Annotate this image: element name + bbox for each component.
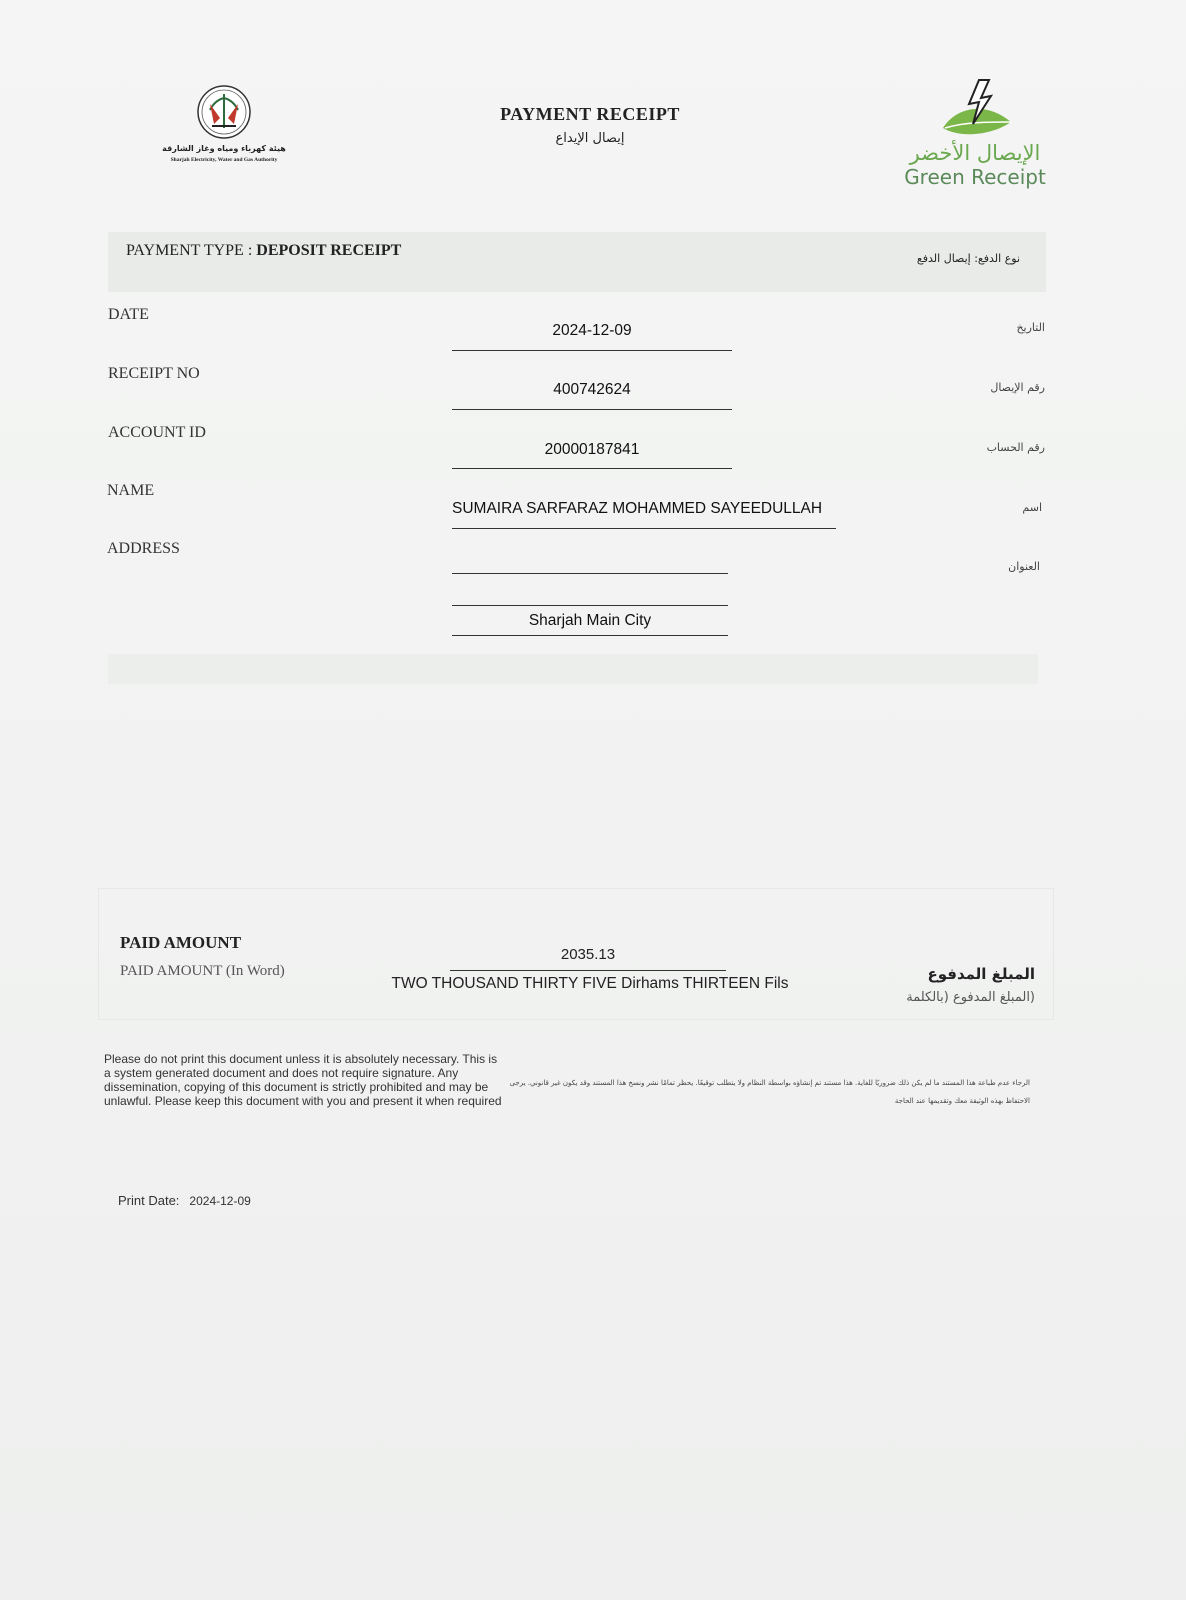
- date-underline: [452, 350, 732, 351]
- print-date: [118, 1193, 251, 1208]
- name-label: NAME: [107, 482, 155, 499]
- sewa-emblem-icon: [196, 84, 252, 142]
- print-date-value: 2024-12-09: [189, 1194, 251, 1208]
- page-title: PAYMENT RECEIPT: [500, 104, 680, 124]
- paid-amount-value: 2035.13: [560, 946, 616, 963]
- green-receipt-en: Green Receipt: [904, 165, 1046, 189]
- sewa-logo: [160, 84, 288, 163]
- leaf-bolt-icon: [935, 78, 1015, 136]
- account-id-label: ACCOUNT ID: [108, 424, 206, 441]
- receipt-no-underline: [452, 409, 732, 410]
- payment-type-label: PAYMENT TYPE :: [126, 242, 257, 259]
- paid-amount-label-ar: المبلغ المدفوع: [927, 965, 1035, 983]
- paid-amount-word-label-ar: (المبلغ المدفوع (بالكلمة: [906, 990, 1035, 1005]
- account-id-underline: [452, 468, 732, 469]
- separator-band: [108, 654, 1038, 684]
- address-line-2: [452, 605, 728, 606]
- address-line-3: [452, 635, 728, 636]
- name-underline: [452, 528, 836, 529]
- date-label: DATE: [108, 306, 149, 323]
- address-line-3-value: Sharjah Main City: [528, 612, 652, 629]
- address-line-1: [452, 573, 728, 574]
- date-value: 2024-12-09: [552, 322, 632, 339]
- authority-name-ar: هيئة كهرباء ومياه وغاز الشارقة: [162, 144, 286, 153]
- name-label-ar: اسم: [1022, 501, 1042, 514]
- name-value: SUMAIRA SARFARAZ MOHAMMED SAYEEDULLAH: [452, 500, 823, 517]
- payment-type-value: DEPOSIT RECEIPT: [256, 242, 402, 259]
- paid-amount-underline: [450, 970, 726, 971]
- address-label-ar: العنوان: [1008, 560, 1040, 573]
- address-label: ADDRESS: [107, 540, 180, 557]
- authority-name-en: Sharjah Electricity, Water and Gas Authority: [170, 157, 278, 163]
- receipt-no-label: RECEIPT NO: [108, 365, 200, 382]
- disclaimer-ar: الرجاء عدم طباعة هذا المستند ما لم يكن ذلك ضروريًا للغاية. هذا مستند تم إنشاؤه بواسطة النظام ولا يتطلب توقيعًا. يحظر تمامًا نشر ونسخ هذا المستند وقد يكون غير قانوني. يرجى الاحتفاظ بهذه الوثيقة معك وتقديمها عند الحاجة: [509, 1079, 1030, 1105]
- green-receipt-logo: [895, 78, 1055, 189]
- date-label-ar: التاريخ: [1016, 321, 1045, 334]
- paid-amount-words: TWO THOUSAND THIRTY FIVE Dirhams THIRTEEN Fils: [391, 975, 789, 992]
- paid-amount-label: PAID AMOUNT: [120, 933, 242, 952]
- print-date-label: Print Date:: [118, 1193, 180, 1208]
- payment-type: [126, 242, 401, 260]
- account-id-label-ar: رقم الحساب: [986, 441, 1045, 454]
- disclaimer-en: Please do not print this document unless it is absolutely necessary. This is a system generated document and does not require signature. Any dissemination, copying of this document is strictly prohibited and may be unlawful. Please keep this document with you and present it when required: [104, 1052, 502, 1108]
- account-id-value: 20000187841: [544, 441, 640, 458]
- page-title-ar: إيصال الإيداع: [555, 131, 625, 146]
- green-receipt-ar: الإيصال الأخضر: [909, 141, 1041, 165]
- receipt-no-value: 400742624: [553, 381, 631, 398]
- receipt-no-label-ar: رقم الإيصال: [990, 381, 1045, 394]
- payment-type-label-ar: نوع الدفع: إيصال الدفع: [916, 252, 1020, 265]
- paid-amount-word-label: PAID AMOUNT (In Word): [120, 963, 285, 979]
